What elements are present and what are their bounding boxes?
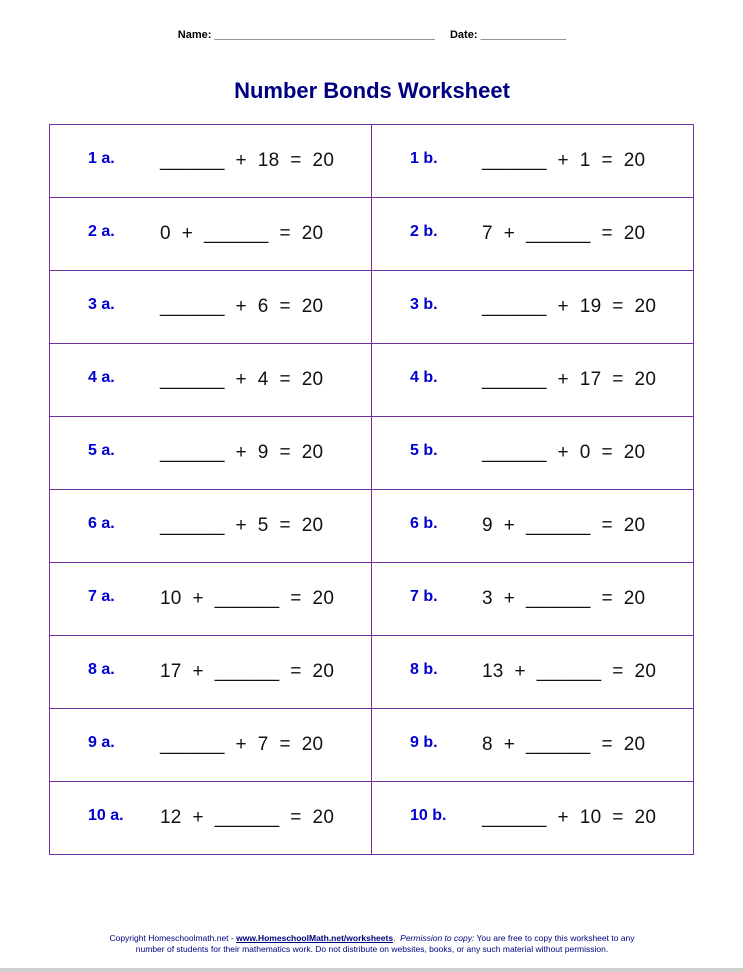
equation: 8 + ______ = 20 bbox=[482, 734, 646, 755]
problem-cell-content bbox=[50, 636, 371, 708]
problem-cell-7b bbox=[372, 563, 694, 636]
problem-cell-3a bbox=[50, 271, 372, 344]
problem-cell-9b bbox=[372, 709, 694, 782]
question-label: 9 b. bbox=[410, 734, 438, 751]
name-blank: ____________________________________ bbox=[214, 29, 435, 41]
problem-cell-4b bbox=[372, 344, 694, 417]
question-label: 7 b. bbox=[410, 588, 438, 605]
problem-cell-content bbox=[372, 271, 693, 343]
header-line bbox=[0, 29, 744, 41]
problem-row bbox=[50, 344, 694, 417]
equation: 0 + ______ = 20 bbox=[160, 223, 324, 244]
problem-row bbox=[50, 271, 694, 344]
question-label: 1 a. bbox=[88, 150, 115, 167]
problem-cell-content bbox=[372, 344, 693, 416]
equation: ______ + 5 = 20 bbox=[160, 515, 324, 536]
equation: ______ + 9 = 20 bbox=[160, 442, 324, 463]
question-label: 7 a. bbox=[88, 588, 115, 605]
equation: ______ + 0 = 20 bbox=[482, 442, 646, 463]
question-label: 3 b. bbox=[410, 296, 438, 313]
problem-row bbox=[50, 636, 694, 709]
footer-permission-text: You are free to copy this worksheet to any bbox=[474, 933, 635, 943]
problem-cell-content bbox=[50, 563, 371, 635]
equation: ______ + 6 = 20 bbox=[160, 296, 324, 317]
equation: 9 + ______ = 20 bbox=[482, 515, 646, 536]
equation: ______ + 4 = 20 bbox=[160, 369, 324, 390]
problem-cell-8b bbox=[372, 636, 694, 709]
problem-cell-2a bbox=[50, 198, 372, 271]
problem-row bbox=[50, 198, 694, 271]
question-label: 10 b. bbox=[410, 807, 447, 824]
problem-cell-3b bbox=[372, 271, 694, 344]
page-bottom-edge bbox=[0, 968, 744, 972]
question-label: 8 b. bbox=[410, 661, 438, 678]
page-title: Number Bonds Worksheet bbox=[234, 78, 510, 103]
problem-cell-10b bbox=[372, 782, 694, 855]
problem-cell-1b bbox=[372, 125, 694, 198]
problem-cell-content bbox=[50, 271, 371, 343]
problem-row bbox=[50, 417, 694, 490]
footer-line-2: number of students for their mathematics work. Do not distribute on websites, books, or any such material without permission. bbox=[135, 944, 609, 954]
problems-grid bbox=[49, 124, 694, 855]
question-label: 5 a. bbox=[88, 442, 115, 459]
problem-cell-1a bbox=[50, 125, 372, 198]
problem-cell-content bbox=[50, 709, 371, 781]
footer bbox=[0, 933, 744, 955]
problem-cell-content bbox=[50, 490, 371, 562]
question-label: 2 a. bbox=[88, 223, 115, 240]
date-blank: ______________ bbox=[480, 29, 567, 41]
problem-cell-10a bbox=[50, 782, 372, 855]
problem-row bbox=[50, 782, 694, 855]
question-label: 5 b. bbox=[410, 442, 438, 459]
equation: ______ + 19 = 20 bbox=[482, 296, 657, 317]
problem-cell-content bbox=[372, 125, 693, 197]
problem-cell-content bbox=[372, 563, 693, 635]
date-label: Date: bbox=[449, 29, 478, 41]
equation: ______ + 10 = 20 bbox=[482, 807, 657, 828]
equation: 7 + ______ = 20 bbox=[482, 223, 646, 244]
problem-cell-content bbox=[372, 490, 693, 562]
problem-cell-7a bbox=[50, 563, 372, 636]
question-label: 8 a. bbox=[88, 661, 115, 678]
problem-cell-content bbox=[372, 198, 693, 270]
problem-cell-6a bbox=[50, 490, 372, 563]
footer-line-1: Copyright Homeschoolmath.net - www.HomeschoolMath.net/worksheets. Permission to copy: You are free to copy this worksheet to any bbox=[109, 933, 635, 943]
equation: 3 + ______ = 20 bbox=[482, 588, 646, 609]
question-label: 4 a. bbox=[88, 369, 115, 386]
equation: ______ + 1 = 20 bbox=[482, 150, 646, 171]
problem-cell-content bbox=[372, 417, 693, 489]
question-label: 9 a. bbox=[88, 734, 115, 751]
problem-cell-content bbox=[50, 198, 371, 270]
problem-row bbox=[50, 490, 694, 563]
problem-cell-8a bbox=[50, 636, 372, 709]
question-label: 1 b. bbox=[410, 150, 438, 167]
problem-cell-4a bbox=[50, 344, 372, 417]
name-label: Name: bbox=[177, 29, 212, 41]
problem-cell-content bbox=[372, 636, 693, 708]
problem-row bbox=[50, 125, 694, 198]
footer-copyright: Copyright Homeschoolmath.net - bbox=[109, 933, 237, 943]
footer-link[interactable]: www.HomeschoolMath.net/worksheets bbox=[236, 933, 394, 943]
equation: ______ + 7 = 20 bbox=[160, 734, 324, 755]
problem-cell-2b bbox=[372, 198, 694, 271]
footer-permission-label: Permission to copy: bbox=[400, 933, 475, 943]
question-label: 10 a. bbox=[88, 807, 124, 824]
problem-cell-6b bbox=[372, 490, 694, 563]
problem-cell-content bbox=[50, 417, 371, 489]
problem-cell-content bbox=[50, 782, 371, 854]
problem-row bbox=[50, 563, 694, 636]
problem-cell-content bbox=[50, 125, 371, 197]
equation: 13 + ______ = 20 bbox=[482, 661, 657, 682]
problem-row bbox=[50, 709, 694, 782]
equation: 12 + ______ = 20 bbox=[160, 807, 335, 828]
question-label: 2 b. bbox=[410, 223, 438, 240]
equation: ______ + 17 = 20 bbox=[482, 369, 657, 390]
problem-cell-5a bbox=[50, 417, 372, 490]
problem-cell-content bbox=[372, 782, 693, 854]
problem-cell-5b bbox=[372, 417, 694, 490]
problem-cell-9a bbox=[50, 709, 372, 782]
equation: ______ + 18 = 20 bbox=[160, 150, 335, 171]
question-label: 4 b. bbox=[410, 369, 438, 386]
equation: 10 + ______ = 20 bbox=[160, 588, 335, 609]
equation: 17 + ______ = 20 bbox=[160, 661, 335, 682]
question-label: 6 a. bbox=[88, 515, 115, 532]
question-label: 6 b. bbox=[410, 515, 438, 532]
problem-cell-content bbox=[372, 709, 693, 781]
question-label: 3 a. bbox=[88, 296, 115, 313]
problem-cell-content bbox=[50, 344, 371, 416]
